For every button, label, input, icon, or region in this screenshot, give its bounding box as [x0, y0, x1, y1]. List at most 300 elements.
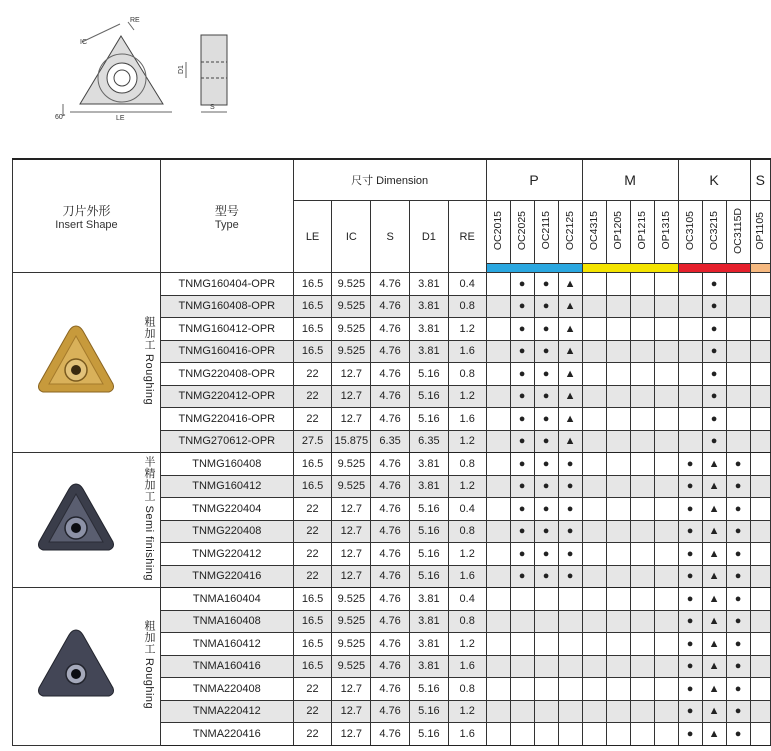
dim-col-re: RE: [448, 201, 486, 273]
grade-mark-cell: ▲: [558, 408, 582, 431]
grade-mark-cell: ●: [678, 655, 702, 678]
grade-mark-cell: ▲: [702, 610, 726, 633]
dim-cell: 0.4: [448, 588, 486, 611]
grade-mark-cell: [654, 723, 678, 746]
dim-cell: 9.525: [332, 475, 371, 498]
dim-cell: 1.2: [448, 318, 486, 341]
grade-mark-cell: [582, 453, 606, 476]
dim-cell: 5.16: [410, 520, 449, 543]
re-label: RE: [130, 17, 140, 24]
grade-mark-cell: [630, 430, 654, 453]
grade-mark-cell: [534, 723, 558, 746]
dim-cell: 9.525: [332, 318, 371, 341]
grade-mark-cell: [582, 723, 606, 746]
dim-cell: 3.81: [410, 610, 449, 633]
type-cell: TNMG160408: [160, 453, 293, 476]
grade-mark-cell: ●: [510, 340, 534, 363]
grade-mark-cell: ●: [558, 520, 582, 543]
grade-mark-cell: [654, 363, 678, 386]
type-cell: TNMA220416: [160, 723, 293, 746]
dim-cell: 4.76: [371, 655, 410, 678]
grade-mark-cell: [486, 610, 510, 633]
grade-header: OC3105: [678, 201, 702, 264]
grade-header: OC2125: [558, 201, 582, 264]
grade-mark-cell: [630, 655, 654, 678]
dim-cell: 16.5: [293, 610, 332, 633]
grade-mark-cell: ●: [678, 520, 702, 543]
type-cell: TNMA220412: [160, 700, 293, 723]
grade-mark-cell: [486, 565, 510, 588]
grade-mark-cell: [606, 295, 630, 318]
grade-mark-cell: [486, 430, 510, 453]
dim-cell: 3.81: [410, 295, 449, 318]
type-cell: TNMG160412: [160, 475, 293, 498]
grade-mark-cell: ▲: [702, 475, 726, 498]
grade-mark-cell: [582, 678, 606, 701]
col-shape-cn: 刀片外形: [62, 203, 111, 218]
grade-mark-cell: ●: [726, 633, 750, 656]
dim-cell: 22: [293, 565, 332, 588]
grade-mark-cell: ▲: [702, 453, 726, 476]
grade-mark-cell: [582, 588, 606, 611]
grade-mark-cell: [750, 678, 770, 701]
dim-cell: 1.2: [448, 430, 486, 453]
grade-mark-cell: ▲: [702, 520, 726, 543]
grade-mark-cell: [582, 273, 606, 296]
grade-mark-cell: ●: [534, 453, 558, 476]
grade-mark-cell: [678, 363, 702, 386]
grade-mark-cell: [630, 678, 654, 701]
grade-mark-cell: [558, 678, 582, 701]
dim-cell: 16.5: [293, 453, 332, 476]
dim-cell: 1.2: [448, 475, 486, 498]
dim-cell: 1.2: [448, 543, 486, 566]
grade-mark-cell: ▲: [558, 295, 582, 318]
grade-mark-cell: ▲: [702, 565, 726, 588]
grade-mark-cell: ●: [534, 318, 558, 341]
grade-mark-cell: [606, 655, 630, 678]
grade-mark-cell: ▲: [558, 318, 582, 341]
grade-mark-cell: [510, 588, 534, 611]
grade-mark-cell: [654, 408, 678, 431]
grade-mark-cell: [678, 273, 702, 296]
grade-mark-cell: ●: [678, 543, 702, 566]
dim-cell: 4.76: [371, 318, 410, 341]
dim-cell: 1.2: [448, 700, 486, 723]
grade-mark-cell: ●: [678, 453, 702, 476]
grade-mark-cell: [750, 610, 770, 633]
grade-mark-cell: [654, 498, 678, 521]
grade-mark-cell: [678, 340, 702, 363]
grade-mark-cell: [630, 723, 654, 746]
grade-mark-cell: ●: [726, 498, 750, 521]
grade-mark-cell: [726, 385, 750, 408]
grade-mark-cell: [630, 363, 654, 386]
grade-mark-cell: [750, 723, 770, 746]
grade-mark-cell: [582, 408, 606, 431]
color-band-m: [582, 264, 678, 273]
grade-mark-cell: [750, 295, 770, 318]
grade-mark-cell: [606, 700, 630, 723]
grade-mark-cell: ●: [534, 408, 558, 431]
grade-mark-cell: ●: [678, 723, 702, 746]
grade-header: OC2115: [534, 201, 558, 264]
grade-mark-cell: [654, 475, 678, 498]
col-shape-en: Insert Shape: [55, 218, 118, 231]
grade-mark-cell: [654, 273, 678, 296]
dim-cell: 5.16: [410, 543, 449, 566]
grade-mark-cell: ●: [558, 543, 582, 566]
dim-cell: 16.5: [293, 655, 332, 678]
grade-mark-cell: [606, 475, 630, 498]
grade-mark-cell: [750, 633, 770, 656]
grade-mark-cell: [726, 430, 750, 453]
grade-mark-cell: [510, 655, 534, 678]
grade-mark-cell: ●: [534, 475, 558, 498]
grade-mark-cell: [630, 385, 654, 408]
grade-mark-cell: [726, 363, 750, 386]
grade-mark-cell: ●: [534, 363, 558, 386]
grade-mark-cell: ●: [558, 565, 582, 588]
grade-mark-cell: ●: [726, 565, 750, 588]
grade-mark-cell: [750, 475, 770, 498]
grade-mark-cell: [630, 318, 654, 341]
grade-mark-cell: ●: [534, 295, 558, 318]
grade-mark-cell: ●: [726, 475, 750, 498]
grade-mark-cell: ▲: [702, 633, 726, 656]
dim-cell: 12.7: [332, 543, 371, 566]
dim-cell: 5.16: [410, 678, 449, 701]
grade-mark-cell: ●: [702, 318, 726, 341]
grade-mark-cell: ●: [510, 318, 534, 341]
dim-cell: 4.76: [371, 475, 410, 498]
grade-mark-cell: ▲: [558, 273, 582, 296]
grade-mark-cell: [606, 610, 630, 633]
insert-dimension-diagram: [0, 0, 771, 158]
grade-mark-cell: [750, 543, 770, 566]
dim-cell: 3.81: [410, 340, 449, 363]
grade-mark-cell: ●: [558, 475, 582, 498]
grade-mark-cell: ▲: [558, 385, 582, 408]
s-label: S: [210, 104, 215, 111]
grade-mark-cell: [582, 498, 606, 521]
grade-mark-cell: ▲: [702, 678, 726, 701]
grade-mark-cell: [606, 723, 630, 746]
dim-cell: 4.76: [371, 385, 410, 408]
dim-cell: 0.4: [448, 498, 486, 521]
grade-mark-cell: ●: [510, 295, 534, 318]
grade-mark-cell: [750, 453, 770, 476]
grade-mark-cell: ●: [534, 520, 558, 543]
dim-cell: 12.7: [332, 678, 371, 701]
dim-col-ic: IC: [332, 201, 371, 273]
dim-cell: 0.8: [448, 453, 486, 476]
dim-cell: 3.81: [410, 633, 449, 656]
grade-mark-cell: [606, 363, 630, 386]
grade-mark-cell: ●: [726, 678, 750, 701]
grade-mark-cell: [582, 520, 606, 543]
insert-spec-table: [12, 158, 771, 746]
grade-mark-cell: [750, 340, 770, 363]
grade-mark-cell: ▲: [702, 543, 726, 566]
dim-cell: 1.6: [448, 723, 486, 746]
color-band-p: [486, 264, 582, 273]
color-band-k: [678, 264, 750, 273]
grade-mark-cell: [630, 273, 654, 296]
dim-cell: 27.5: [293, 430, 332, 453]
grade-mark-cell: ▲: [702, 700, 726, 723]
grade-mark-cell: [582, 700, 606, 723]
grade-mark-cell: [486, 700, 510, 723]
dim-cell: 0.8: [448, 295, 486, 318]
type-cell: TNMG220408-OPR: [160, 363, 293, 386]
dim-cell: 1.6: [448, 340, 486, 363]
grade-mark-cell: ●: [678, 475, 702, 498]
dim-cell: 4.76: [371, 340, 410, 363]
grade-mark-cell: [558, 610, 582, 633]
dim-cell: 0.8: [448, 610, 486, 633]
dim-cell: 9.525: [332, 610, 371, 633]
dim-cell: 4.76: [371, 273, 410, 296]
dim-cell: 4.76: [371, 588, 410, 611]
grade-mark-cell: [750, 565, 770, 588]
dim-cell: 4.76: [371, 565, 410, 588]
grade-mark-cell: [606, 273, 630, 296]
table-row: [13, 453, 771, 476]
grade-mark-cell: [582, 318, 606, 341]
dim-cell: 9.525: [332, 273, 371, 296]
grade-header: OP1315: [654, 201, 678, 264]
grade-header: OP1205: [606, 201, 630, 264]
grade-mark-cell: [486, 453, 510, 476]
dim-cell: 1.2: [448, 633, 486, 656]
grade-mark-cell: [582, 363, 606, 386]
dim-cell: 16.5: [293, 273, 332, 296]
ic-label: IC: [80, 39, 87, 46]
grade-mark-cell: [558, 700, 582, 723]
type-cell: TNMA160412: [160, 633, 293, 656]
grade-mark-cell: [606, 498, 630, 521]
grade-mark-cell: ●: [702, 430, 726, 453]
dim-cell: 4.76: [371, 678, 410, 701]
dim-cell: 16.5: [293, 295, 332, 318]
grade-mark-cell: ●: [534, 430, 558, 453]
dim-cell: 3.81: [410, 318, 449, 341]
grade-mark-cell: ●: [510, 543, 534, 566]
dim-cell: 16.5: [293, 475, 332, 498]
grade-mark-cell: ●: [534, 498, 558, 521]
type-cell: TNMG220408: [160, 520, 293, 543]
grade-mark-cell: [534, 700, 558, 723]
grade-mark-cell: ●: [726, 610, 750, 633]
grade-mark-cell: [486, 678, 510, 701]
dim-cell: 22: [293, 700, 332, 723]
grade-mark-cell: [654, 588, 678, 611]
grade-mark-cell: [486, 408, 510, 431]
grade-mark-cell: [750, 408, 770, 431]
insert-shape-cell: [13, 588, 139, 746]
dim-cell: 4.76: [371, 363, 410, 386]
grade-mark-cell: [534, 678, 558, 701]
dim-cell: 5.16: [410, 723, 449, 746]
grade-mark-cell: [750, 520, 770, 543]
dim-cell: 12.7: [332, 520, 371, 543]
dim-cell: 4.76: [371, 295, 410, 318]
grade-header: OC3215: [702, 201, 726, 264]
grade-mark-cell: [582, 475, 606, 498]
grade-mark-cell: [654, 633, 678, 656]
grade-header: OP1105: [750, 201, 770, 264]
dim-cell: 22: [293, 543, 332, 566]
group-header-s: S: [750, 159, 770, 201]
grade-mark-cell: ●: [678, 610, 702, 633]
dim-cell: 16.5: [293, 318, 332, 341]
dim-cell: 5.16: [410, 498, 449, 521]
grade-mark-cell: [486, 588, 510, 611]
grade-mark-cell: [654, 430, 678, 453]
grade-mark-cell: [630, 498, 654, 521]
grade-mark-cell: [654, 453, 678, 476]
dim-col-s: S: [371, 201, 410, 273]
grade-mark-cell: [486, 498, 510, 521]
dim-cell: 12.7: [332, 700, 371, 723]
dim-cell: 22: [293, 408, 332, 431]
grade-mark-cell: [654, 318, 678, 341]
grade-mark-cell: [630, 475, 654, 498]
group-header-m: M: [582, 159, 678, 201]
dim-col-d1: D1: [410, 201, 449, 273]
grade-mark-cell: [606, 520, 630, 543]
color-band-s: [750, 264, 770, 273]
grade-mark-cell: [630, 520, 654, 543]
dim-cell: 22: [293, 498, 332, 521]
grade-mark-cell: [630, 543, 654, 566]
grade-mark-cell: [534, 610, 558, 633]
dim-cell: 3.81: [410, 655, 449, 678]
le-label: LE: [116, 115, 125, 122]
grade-mark-cell: [630, 700, 654, 723]
dim-cell: 15.875: [332, 430, 371, 453]
grade-mark-cell: ●: [678, 565, 702, 588]
dim-cell: 22: [293, 385, 332, 408]
type-cell: TNMA160408: [160, 610, 293, 633]
grade-mark-cell: [582, 633, 606, 656]
dim-cell: 5.16: [410, 565, 449, 588]
side-view-drawing: [186, 35, 227, 112]
grade-mark-cell: ▲: [702, 723, 726, 746]
grade-mark-cell: [582, 295, 606, 318]
dim-cell: 9.525: [332, 588, 371, 611]
section-label: 粗加工 Roughing: [138, 273, 160, 453]
dark-triangle-insert-icon: [33, 476, 119, 562]
grade-mark-cell: ●: [702, 295, 726, 318]
grade-mark-cell: ●: [678, 588, 702, 611]
dim-cell: 0.4: [448, 273, 486, 296]
insert-shape-cell: [13, 453, 139, 588]
grade-mark-cell: [534, 588, 558, 611]
grade-mark-cell: [654, 543, 678, 566]
grade-mark-cell: ●: [510, 565, 534, 588]
grade-mark-cell: [582, 340, 606, 363]
dim-cell: 1.6: [448, 565, 486, 588]
group-header-p: P: [486, 159, 582, 201]
grade-mark-cell: ●: [534, 340, 558, 363]
grade-mark-cell: ▲: [702, 588, 726, 611]
table-row: [13, 273, 771, 296]
grade-mark-cell: [654, 520, 678, 543]
grade-mark-cell: [750, 655, 770, 678]
type-cell: TNMG160404-OPR: [160, 273, 293, 296]
grade-mark-cell: [510, 678, 534, 701]
dim-cell: 4.76: [371, 498, 410, 521]
grade-mark-cell: [606, 318, 630, 341]
col-header-type: [160, 159, 293, 273]
grade-mark-cell: ●: [702, 408, 726, 431]
grade-mark-cell: [510, 633, 534, 656]
grade-mark-cell: ●: [510, 453, 534, 476]
grade-mark-cell: ●: [558, 453, 582, 476]
grade-mark-cell: [486, 363, 510, 386]
grade-mark-cell: [582, 430, 606, 453]
gold-triangle-insert-icon: [33, 318, 119, 404]
grade-mark-cell: [558, 655, 582, 678]
grade-mark-cell: [750, 588, 770, 611]
grade-mark-cell: ▲: [702, 655, 726, 678]
grade-mark-cell: [750, 363, 770, 386]
grade-mark-cell: ●: [510, 520, 534, 543]
dim-col-le: LE: [293, 201, 332, 273]
dim-cell: 9.525: [332, 655, 371, 678]
grade-mark-cell: ●: [726, 520, 750, 543]
grade-mark-cell: [486, 633, 510, 656]
grade-mark-cell: ▲: [558, 363, 582, 386]
grade-mark-cell: [606, 408, 630, 431]
grade-mark-cell: [678, 295, 702, 318]
grade-mark-cell: [750, 700, 770, 723]
grade-header: OC2025: [510, 201, 534, 264]
grade-mark-cell: ▲: [558, 340, 582, 363]
grade-mark-cell: [582, 565, 606, 588]
grade-mark-cell: [654, 678, 678, 701]
dim-cell: 22: [293, 678, 332, 701]
dim-cell: 3.81: [410, 475, 449, 498]
grade-mark-cell: [750, 430, 770, 453]
grade-mark-cell: [654, 655, 678, 678]
grade-mark-cell: [630, 610, 654, 633]
type-cell: TNMA220408: [160, 678, 293, 701]
grade-mark-cell: [582, 610, 606, 633]
grade-mark-cell: ●: [534, 385, 558, 408]
grade-mark-cell: [726, 295, 750, 318]
grade-mark-cell: ●: [726, 655, 750, 678]
dim-cell: 3.81: [410, 453, 449, 476]
grade-mark-cell: [630, 408, 654, 431]
type-cell: TNMG220412: [160, 543, 293, 566]
grade-mark-cell: [726, 408, 750, 431]
grade-mark-cell: ●: [558, 498, 582, 521]
dim-cell: 12.7: [332, 723, 371, 746]
col-header-shape: [13, 159, 161, 273]
grade-mark-cell: ▲: [558, 430, 582, 453]
grade-mark-cell: [606, 678, 630, 701]
group-header-k: K: [678, 159, 750, 201]
grade-mark-cell: [678, 408, 702, 431]
grade-mark-cell: [630, 633, 654, 656]
grade-mark-cell: [534, 655, 558, 678]
dim-cell: 9.525: [332, 633, 371, 656]
grade-mark-cell: [558, 723, 582, 746]
grade-mark-cell: [726, 340, 750, 363]
